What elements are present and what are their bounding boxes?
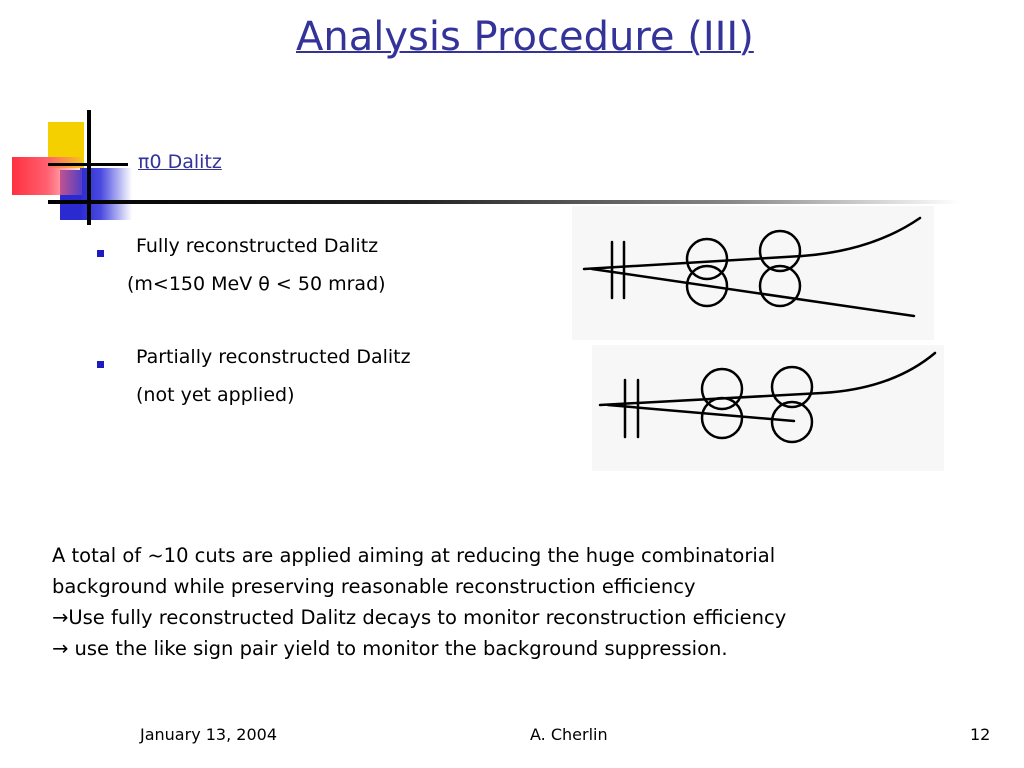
slide-title: Analysis Procedure (III) bbox=[296, 14, 754, 60]
footer-author: A. Cherlin bbox=[530, 725, 608, 744]
summary-paragraph bbox=[52, 540, 952, 664]
summary-line: background while preserving reasonable reconstruction efficiency bbox=[52, 575, 696, 598]
bullet-item-sub: (not yet applied) bbox=[136, 384, 295, 406]
footer-page-number: 12 bbox=[970, 725, 991, 744]
logo-horizontal-line bbox=[48, 163, 128, 166]
bullet-square-icon bbox=[97, 361, 104, 368]
bullet-square-icon bbox=[97, 250, 104, 257]
summary-line: → use the like sign pair yield to monitor the background suppression. bbox=[52, 637, 728, 660]
fully-reconstructed-diagram bbox=[572, 206, 934, 340]
subtitle-link[interactable]: π0 Dalitz bbox=[138, 151, 222, 173]
summary-line: A total of ~10 cuts are applied aiming at reducing the huge combinatorial bbox=[52, 544, 776, 567]
summary-line: →Use fully reconstructed Dalitz decays to monitor reconstruction efficiency bbox=[52, 606, 787, 629]
bullet-item-label: Partially reconstructed Dalitz bbox=[136, 346, 411, 368]
footer-date: January 13, 2004 bbox=[140, 725, 277, 744]
logo-vertical-line bbox=[87, 110, 91, 225]
bullet-item-label: Fully reconstructed Dalitz bbox=[136, 235, 379, 257]
header-divider bbox=[48, 200, 960, 204]
partially-reconstructed-diagram bbox=[592, 345, 944, 471]
bullet-item-sub: (m<150 MeV θ < 50 mrad) bbox=[127, 273, 386, 295]
